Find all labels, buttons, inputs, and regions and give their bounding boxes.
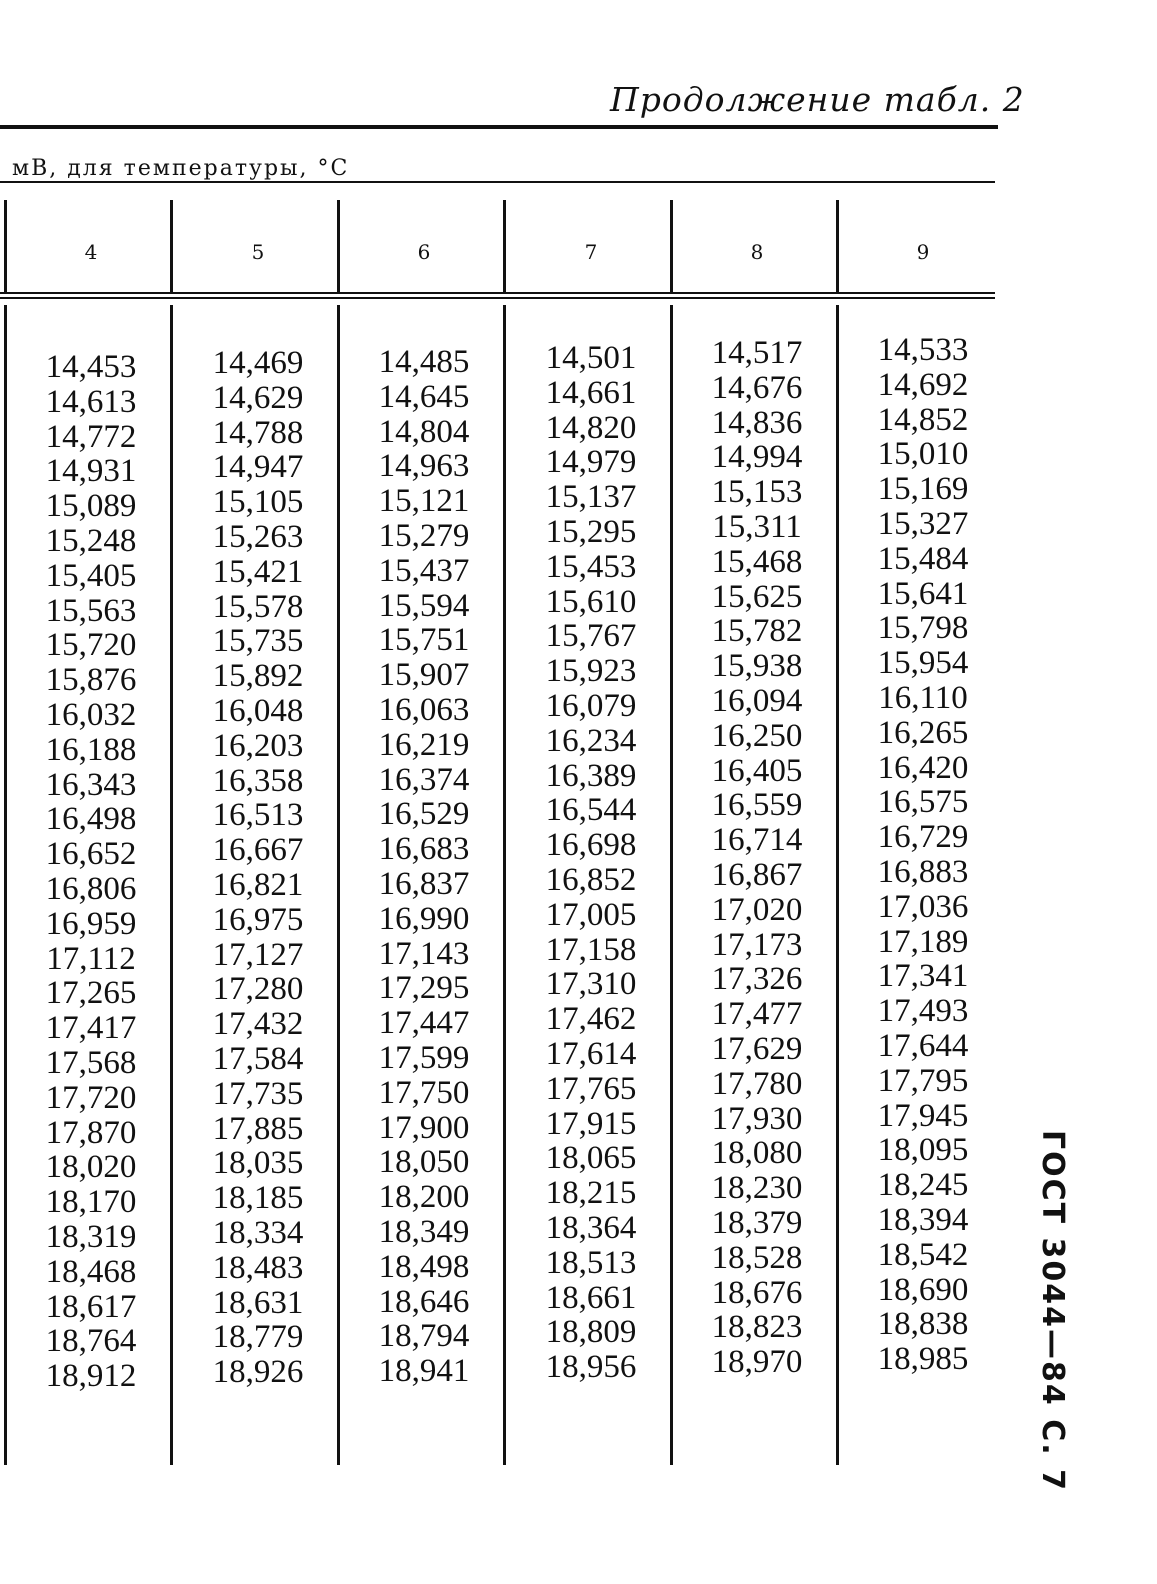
table-cell: 18,319 bbox=[45, 1218, 137, 1255]
table-cell: 16,079 bbox=[545, 687, 637, 724]
table-cell: 18,364 bbox=[545, 1209, 637, 1246]
table-cell: 18,941 bbox=[378, 1353, 470, 1390]
table-cell: 15,767 bbox=[545, 618, 637, 655]
table-cell: 15,437 bbox=[378, 552, 470, 589]
data-column bbox=[183, 346, 333, 1390]
header-double-rule-1 bbox=[0, 292, 995, 294]
column-divider bbox=[503, 305, 506, 1465]
data-column bbox=[16, 350, 166, 1394]
table-cell: 15,169 bbox=[877, 471, 969, 508]
data-column bbox=[516, 341, 666, 1385]
column-header: 4 bbox=[84, 240, 98, 264]
table-cell: 17,112 bbox=[46, 940, 136, 977]
table-cell: 17,326 bbox=[711, 961, 803, 998]
table-cell: 16,559 bbox=[711, 787, 803, 824]
table-cell: 14,852 bbox=[877, 401, 969, 438]
table-cell: 17,629 bbox=[711, 1030, 803, 1067]
table-cell: 18,926 bbox=[212, 1354, 304, 1391]
table-cell: 18,690 bbox=[877, 1271, 969, 1308]
table-cell: 18,185 bbox=[212, 1180, 304, 1217]
table-cell: 18,349 bbox=[378, 1213, 470, 1250]
table-cell: 18,035 bbox=[212, 1145, 304, 1182]
table-cell: 14,979 bbox=[545, 444, 637, 481]
table-cell: 16,821 bbox=[212, 866, 304, 903]
table-cell: 18,200 bbox=[378, 1179, 470, 1216]
table-cell: 14,788 bbox=[212, 414, 304, 451]
table-cell: 15,594 bbox=[378, 587, 470, 624]
table-cell: 16,498 bbox=[45, 801, 137, 838]
column-header: 8 bbox=[750, 240, 764, 264]
table-cell: 15,625 bbox=[711, 578, 803, 615]
table-cell: 16,374 bbox=[378, 761, 470, 798]
table-cell: 16,883 bbox=[877, 853, 969, 890]
table-cell: 16,837 bbox=[378, 865, 470, 902]
table-cell: 18,912 bbox=[45, 1358, 137, 1395]
column-divider bbox=[4, 305, 7, 1465]
table-cell: 16,544 bbox=[545, 792, 637, 829]
table-cell: 14,820 bbox=[545, 409, 637, 446]
table-cell: 17,280 bbox=[212, 971, 304, 1008]
table-cell: 16,358 bbox=[212, 762, 304, 799]
table-cell: 14,836 bbox=[711, 404, 803, 441]
table-cell: 17,295 bbox=[378, 970, 470, 1007]
table-cell: 15,610 bbox=[545, 583, 637, 620]
table-cell: 14,661 bbox=[545, 374, 637, 411]
table-cell: 17,189 bbox=[877, 923, 969, 960]
table-subheader: мВ, для температуры, °C bbox=[12, 156, 350, 181]
column-divider bbox=[503, 200, 506, 292]
table-cell: 17,341 bbox=[877, 958, 969, 995]
table-cell: 15,137 bbox=[545, 479, 637, 516]
table-cell: 17,885 bbox=[212, 1110, 304, 1147]
table-cell: 18,764 bbox=[45, 1323, 137, 1360]
table-cell: 15,938 bbox=[711, 648, 803, 685]
table-cell: 15,089 bbox=[45, 488, 137, 525]
table-cell: 18,468 bbox=[45, 1253, 137, 1290]
table-cell: 18,528 bbox=[711, 1239, 803, 1276]
table-cell: 17,462 bbox=[545, 1001, 637, 1038]
column-header: 6 bbox=[417, 240, 431, 264]
data-column bbox=[349, 345, 499, 1389]
table-cell: 17,720 bbox=[45, 1079, 137, 1116]
table-cell: 15,311 bbox=[712, 508, 802, 545]
table-cell: 18,956 bbox=[545, 1349, 637, 1386]
table-cell: 14,963 bbox=[378, 448, 470, 485]
table-cell: 17,599 bbox=[378, 1039, 470, 1076]
table-cell: 16,420 bbox=[877, 749, 969, 786]
table-cell: 14,994 bbox=[711, 439, 803, 476]
column-header: 5 bbox=[251, 240, 265, 264]
table-cell: 16,975 bbox=[212, 901, 304, 938]
table-cell: 14,469 bbox=[212, 345, 304, 381]
table-cell: 17,158 bbox=[545, 931, 637, 968]
table-cell: 18,394 bbox=[877, 1201, 969, 1238]
table-cell: 14,931 bbox=[45, 453, 137, 490]
table-cell: 18,794 bbox=[378, 1318, 470, 1355]
table-cell: 18,513 bbox=[545, 1244, 637, 1281]
table-cell: 18,050 bbox=[378, 1144, 470, 1181]
table-cell: 16,188 bbox=[45, 731, 137, 768]
table-cell: 17,493 bbox=[877, 993, 969, 1030]
table-cell: 16,265 bbox=[877, 714, 969, 751]
table-cell: 17,568 bbox=[45, 1044, 137, 1081]
table-cell: 14,533 bbox=[877, 332, 969, 368]
table-caption: Продолжение табл. 2 bbox=[610, 80, 1025, 119]
table-cell: 15,892 bbox=[212, 658, 304, 695]
table-cell: 16,714 bbox=[711, 822, 803, 859]
table-cell: 16,250 bbox=[711, 717, 803, 754]
table-cell: 17,005 bbox=[545, 896, 637, 933]
table-cell: 18,823 bbox=[711, 1309, 803, 1346]
table-cell: 14,676 bbox=[711, 369, 803, 406]
table-cell: 18,215 bbox=[545, 1175, 637, 1212]
table-cell: 15,453 bbox=[545, 548, 637, 585]
table-cell: 18,080 bbox=[711, 1135, 803, 1172]
table-cell: 15,153 bbox=[711, 474, 803, 511]
header-double-rule-2 bbox=[0, 297, 995, 299]
table-cell: 14,947 bbox=[212, 449, 304, 486]
table-cell: 15,105 bbox=[212, 484, 304, 521]
table-cell: 17,750 bbox=[378, 1074, 470, 1111]
table-cell: 15,295 bbox=[545, 513, 637, 550]
table-cell: 14,517 bbox=[711, 335, 803, 371]
table-cell: 15,798 bbox=[877, 610, 969, 647]
table-cell: 17,173 bbox=[711, 926, 803, 963]
column-divider bbox=[170, 200, 173, 292]
table-cell: 16,203 bbox=[212, 727, 304, 764]
table-cell: 18,542 bbox=[877, 1236, 969, 1273]
table-cell: 16,343 bbox=[45, 766, 137, 803]
table-cell: 16,529 bbox=[378, 796, 470, 833]
table-cell: 18,617 bbox=[45, 1288, 137, 1325]
table-cell: 18,631 bbox=[212, 1284, 304, 1321]
table-cell: 16,959 bbox=[45, 905, 137, 942]
table-cell: 14,772 bbox=[45, 418, 137, 455]
table-cell: 15,954 bbox=[877, 645, 969, 682]
table-cell: 16,032 bbox=[45, 696, 137, 733]
table-cell: 17,584 bbox=[212, 1040, 304, 1077]
table-cell: 18,230 bbox=[711, 1170, 803, 1207]
table-cell: 15,876 bbox=[45, 662, 137, 699]
table-cell: 18,498 bbox=[378, 1248, 470, 1285]
table-cell: 16,990 bbox=[378, 900, 470, 937]
table-cell: 17,900 bbox=[378, 1109, 470, 1146]
table-cell: 18,020 bbox=[45, 1149, 137, 1186]
column-divider bbox=[337, 200, 340, 292]
table-cell: 16,063 bbox=[378, 691, 470, 728]
table-cell: 18,334 bbox=[212, 1214, 304, 1251]
table-cell: 14,485 bbox=[378, 344, 470, 380]
table-cell: 18,065 bbox=[545, 1140, 637, 1177]
table-cell: 18,245 bbox=[877, 1167, 969, 1204]
table-cell: 16,652 bbox=[45, 836, 137, 873]
table-cell: 15,484 bbox=[877, 540, 969, 577]
table-cell: 17,417 bbox=[45, 1010, 137, 1047]
table-cell: 17,735 bbox=[212, 1075, 304, 1112]
table-cell: 17,765 bbox=[545, 1070, 637, 1107]
table-cell: 16,667 bbox=[212, 832, 304, 869]
data-column bbox=[682, 336, 832, 1380]
table-cell: 16,683 bbox=[378, 831, 470, 868]
column-divider bbox=[670, 200, 673, 292]
table-cell: 15,923 bbox=[545, 653, 637, 690]
table-cell: 15,563 bbox=[45, 592, 137, 629]
table-cell: 17,795 bbox=[877, 1062, 969, 1099]
table-cell: 17,644 bbox=[877, 1027, 969, 1064]
table-cell: 16,234 bbox=[545, 722, 637, 759]
table-cell: 16,405 bbox=[711, 752, 803, 789]
table-cell: 18,676 bbox=[711, 1274, 803, 1311]
table-cell: 15,907 bbox=[378, 657, 470, 694]
column-divider bbox=[170, 305, 173, 1465]
table-cell: 15,405 bbox=[45, 557, 137, 594]
table-cell: 15,641 bbox=[877, 575, 969, 612]
table-cell: 16,513 bbox=[212, 797, 304, 834]
table-cell: 18,779 bbox=[212, 1319, 304, 1356]
table-cell: 18,838 bbox=[877, 1306, 969, 1343]
table-cell: 15,735 bbox=[212, 623, 304, 660]
table-cell: 17,870 bbox=[45, 1114, 137, 1151]
subheader-rule bbox=[0, 181, 995, 183]
table-cell: 17,310 bbox=[545, 966, 637, 1003]
column-divider bbox=[836, 305, 839, 1465]
column-header: 7 bbox=[584, 240, 598, 264]
table-cell: 16,867 bbox=[711, 856, 803, 893]
table-cell: 16,575 bbox=[877, 784, 969, 821]
table-cell: 15,751 bbox=[378, 622, 470, 659]
table-cell: 16,729 bbox=[877, 819, 969, 856]
table-cell: 17,265 bbox=[45, 975, 137, 1012]
column-divider bbox=[836, 200, 839, 292]
table-cell: 17,614 bbox=[545, 1035, 637, 1072]
table-cell: 18,985 bbox=[877, 1341, 969, 1378]
table-cell: 16,094 bbox=[711, 682, 803, 719]
table-cell: 14,804 bbox=[378, 413, 470, 450]
top-rule bbox=[0, 125, 998, 129]
table-cell: 17,945 bbox=[877, 1097, 969, 1134]
table-cell: 14,501 bbox=[545, 340, 637, 376]
table-cell: 17,915 bbox=[545, 1105, 637, 1142]
table-cell: 15,578 bbox=[212, 588, 304, 625]
table-cell: 15,248 bbox=[45, 522, 137, 559]
table-cell: 17,477 bbox=[711, 996, 803, 1033]
table-cell: 17,432 bbox=[212, 1006, 304, 1043]
table-cell: 16,219 bbox=[378, 726, 470, 763]
table-cell: 15,782 bbox=[711, 613, 803, 650]
data-column bbox=[848, 333, 998, 1377]
table-cell: 15,121 bbox=[378, 483, 470, 520]
column-divider bbox=[670, 305, 673, 1465]
table-cell: 18,661 bbox=[545, 1279, 637, 1316]
table-cell: 18,095 bbox=[877, 1132, 969, 1169]
table-cell: 15,263 bbox=[212, 518, 304, 555]
table-cell: 18,646 bbox=[378, 1283, 470, 1320]
table-cell: 17,127 bbox=[212, 936, 304, 973]
table-cell: 14,613 bbox=[45, 383, 137, 420]
table-cell: 17,930 bbox=[711, 1100, 803, 1137]
table-cell: 18,809 bbox=[545, 1314, 637, 1351]
column-header: 9 bbox=[916, 240, 930, 264]
table-cell: 14,629 bbox=[212, 379, 304, 416]
table-cell: 16,698 bbox=[545, 827, 637, 864]
table-cell: 16,806 bbox=[45, 870, 137, 907]
table-cell: 16,389 bbox=[545, 757, 637, 794]
table-cell: 14,692 bbox=[877, 366, 969, 403]
table-cell: 14,453 bbox=[45, 349, 137, 385]
table-cell: 15,468 bbox=[711, 543, 803, 580]
table-cell: 15,327 bbox=[877, 505, 969, 542]
table-cell: 15,421 bbox=[212, 553, 304, 590]
table-cell: 17,036 bbox=[877, 888, 969, 925]
table-cell: 15,279 bbox=[378, 517, 470, 554]
table-cell: 18,970 bbox=[711, 1344, 803, 1381]
table-cell: 14,645 bbox=[378, 378, 470, 415]
table-cell: 16,852 bbox=[545, 861, 637, 898]
table-cell: 16,110 bbox=[878, 679, 968, 716]
table-cell: 15,010 bbox=[877, 436, 969, 473]
table-cell: 17,020 bbox=[711, 891, 803, 928]
table-cell: 18,483 bbox=[212, 1249, 304, 1286]
document-page-label: ГОСТ 3044—84 С. 7 bbox=[1035, 1130, 1070, 1492]
table-cell: 17,447 bbox=[378, 1005, 470, 1042]
table-cell: 15,720 bbox=[45, 627, 137, 664]
table-cell: 17,143 bbox=[378, 935, 470, 972]
table-cell: 18,170 bbox=[45, 1184, 137, 1221]
table-cell: 18,379 bbox=[711, 1204, 803, 1241]
table-cell: 17,780 bbox=[711, 1065, 803, 1102]
column-divider bbox=[337, 305, 340, 1465]
table-cell: 16,048 bbox=[212, 692, 304, 729]
column-divider bbox=[4, 200, 7, 292]
